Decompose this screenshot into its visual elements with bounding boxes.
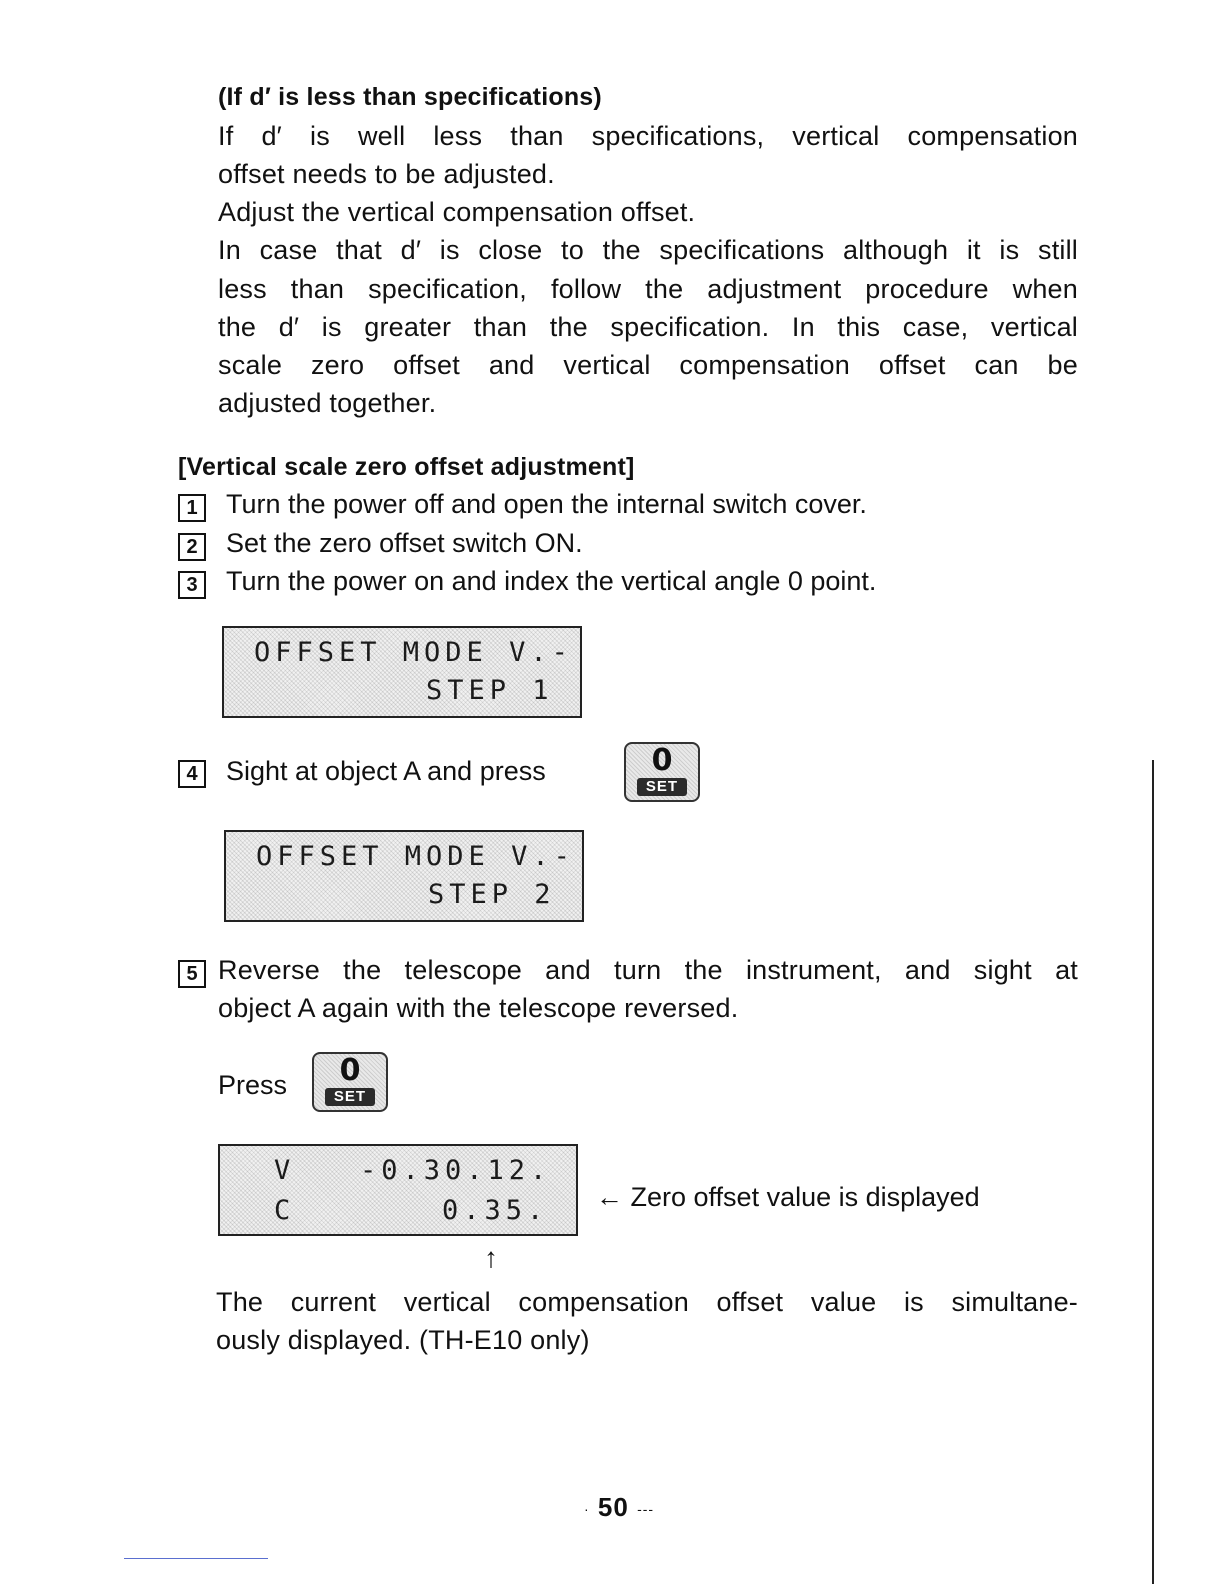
paragraph-line: scale zero offset and vertical compensation offset can be [218, 350, 1078, 380]
lcd-line-2: STEP 2 [428, 879, 556, 910]
key-top-label: 0 [651, 743, 673, 778]
scan-edge-line [1152, 760, 1154, 1584]
paragraph-line: If d′ is well less than specifications, vertical compensation [218, 121, 1078, 151]
page-number-dashes: --- [637, 1501, 655, 1518]
zero-set-key [624, 742, 700, 802]
lcd-v-label: V [274, 1155, 296, 1186]
lcd-display-step2 [224, 830, 584, 922]
step-text-2: Set the zero offset switch ON. [226, 528, 583, 558]
section-heading-less: (If d′ is less than specifications) [218, 83, 602, 111]
step-text-5-line2: object A again with the telescope reversed. [218, 993, 739, 1023]
step-text-1: Turn the power off and open the internal switch cover. [226, 489, 867, 519]
step-text-4: Sight at object A and press [226, 756, 546, 786]
press-label: Press [218, 1070, 288, 1100]
up-arrow-icon: ↑ [484, 1242, 498, 1273]
section-heading-adjustment: [Vertical scale zero offset adjustment] [178, 453, 635, 481]
paragraph-line: adjusted together. [218, 388, 437, 418]
lcd-c-value: 0.35. [442, 1195, 549, 1226]
step-number-4: 4 [178, 760, 206, 788]
lcd-line-2: STEP 1 [426, 675, 554, 706]
key-top-label: 0 [339, 1053, 361, 1088]
paragraph-line: In case that d′ is close to the specifications although it is still [218, 235, 1078, 265]
scan-underline [124, 1558, 268, 1559]
zero-offset-note: ← Zero offset value is displayed [596, 1182, 980, 1212]
paragraph-line: less than specification, follow the adjustment procedure when [218, 274, 1078, 304]
page-number-value: 50 [597, 1492, 629, 1522]
current-offset-note-line2: ously displayed. (TH-E10 only) [216, 1325, 590, 1355]
current-offset-note-line1: The current vertical compensation offset value is simultane- [216, 1287, 1078, 1317]
page-number [584, 1492, 654, 1523]
step-text-3: Turn the power on and index the vertical angle 0 point. [226, 566, 877, 596]
lcd-c-label: C [274, 1195, 296, 1226]
page-number-dot: · [584, 1501, 590, 1518]
lcd-display-values [218, 1144, 578, 1236]
lcd-line-1: OFFSET MODE V.- [256, 841, 575, 872]
lcd-v-value: -0.30.12. [360, 1155, 552, 1186]
step-number-5: 5 [178, 960, 206, 988]
paragraph-line: Adjust the vertical compensation offset. [218, 197, 696, 227]
step-number-3: 3 [178, 571, 206, 599]
paragraph-line: the d′ is greater than the specification. In this case, vertical [218, 312, 1078, 342]
step-number-2: 2 [178, 533, 206, 561]
lcd-line-1: OFFSET MODE V.- [254, 637, 573, 668]
key-bottom-label: SET [637, 778, 687, 796]
step-text-5-line1: Reverse the telescope and turn the instrument, and sight at [218, 955, 1078, 985]
step-number-1: 1 [178, 494, 206, 522]
lcd-display-step1 [222, 626, 582, 718]
key-bottom-label: SET [325, 1088, 375, 1106]
zero-set-key [312, 1052, 388, 1112]
paragraph-line: offset needs to be adjusted. [218, 159, 555, 189]
